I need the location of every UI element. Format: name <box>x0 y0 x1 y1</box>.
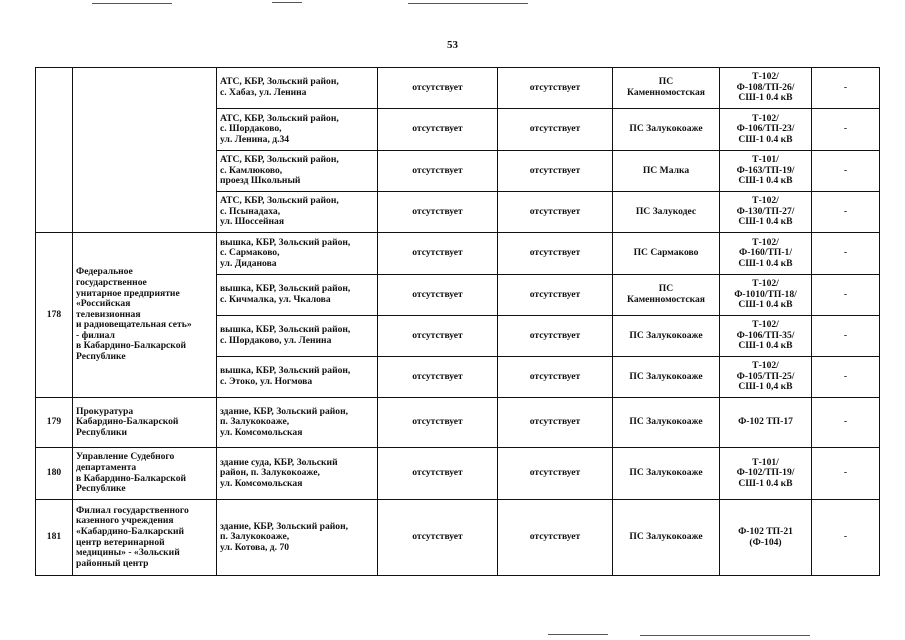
row-number-cell <box>36 68 73 233</box>
organization-cell <box>73 233 217 398</box>
feeder-line: Ф-130/ТП-27/ <box>736 205 795 217</box>
address-cell <box>217 233 378 275</box>
dash-cell: - <box>812 109 880 151</box>
dash-cell: - <box>812 448 880 500</box>
feeder-line: Ф-1010/ТП-18/ <box>734 288 797 300</box>
address-line: ул. Комсомольская <box>220 477 303 489</box>
feeder-line: Т-102/ <box>752 195 779 207</box>
status-cell: отсутствует <box>498 275 613 316</box>
status-cell: отсутствует <box>378 448 498 500</box>
address-cell <box>217 357 378 398</box>
status-cell: отсутствует <box>498 233 613 275</box>
substation-line: ПС Залукокоаже <box>629 467 703 479</box>
organization-line: Управление Судебного <box>76 451 175 463</box>
dash-cell: - <box>812 357 880 398</box>
status-cell: отсутствует <box>498 316 613 357</box>
feeder-line: Ф-102/ТП-19/ <box>736 467 795 479</box>
status-cell: отсутствует <box>378 398 498 448</box>
address-line: с. Камлюково, <box>220 164 283 176</box>
address-cell <box>217 500 378 576</box>
feeder-cell <box>720 275 812 316</box>
table-row <box>36 68 880 109</box>
feeder-cell <box>720 398 812 448</box>
substation-cell <box>613 448 720 500</box>
status-cell: отсутствует <box>378 233 498 275</box>
row-number-cell: 181 <box>36 500 73 576</box>
feeder-cell <box>720 109 812 151</box>
scan-edge-line <box>640 635 810 636</box>
address-cell <box>217 151 378 192</box>
feeder-line: Ф-106/ТП-35/ <box>736 329 795 341</box>
status-cell: отсутствует <box>498 398 613 448</box>
substation-cell <box>613 357 720 398</box>
address-line: здание суда, КБР, Зольский <box>220 456 338 468</box>
status-cell: отсутствует <box>378 275 498 316</box>
feeder-line: СШ-1 0.4 кВ <box>738 175 793 187</box>
address-line: вышка, КБР, Зольский район, <box>220 365 351 377</box>
substation-line: ПС Залукодес <box>635 205 697 217</box>
address-line: здание, КБР, Зольский район, <box>220 405 349 417</box>
address-cell <box>217 275 378 316</box>
substation-line: ПС Залукокоаже <box>629 531 703 543</box>
scan-edge-line <box>408 3 528 4</box>
organization-line: Республике <box>76 483 126 495</box>
address-line: вышка, КБР, Зольский район, <box>220 283 351 295</box>
feeder-line: Т-102/ <box>752 360 779 372</box>
address-line: вышка, КБР, Зольский район, <box>220 236 351 248</box>
status-cell: отсутствует <box>378 109 498 151</box>
dash-cell: - <box>812 500 880 576</box>
table-row <box>36 500 880 576</box>
table-row <box>36 448 880 500</box>
address-cell <box>217 398 378 448</box>
page-number: 53 <box>447 39 458 51</box>
address-line: с. Хабаз, ул. Ленина <box>220 87 307 98</box>
feeder-cell <box>720 500 812 576</box>
address-line: ул. Диданова <box>220 257 277 269</box>
feeder-line: Т-102/ <box>752 236 779 248</box>
feeder-line: Ф-105/ТП-25/ <box>736 370 795 382</box>
substation-cell <box>613 275 720 316</box>
address-line: с. Псынадаха, <box>220 205 281 217</box>
address-line: здание, КБР, Зольский район, <box>220 520 349 532</box>
address-cell <box>217 192 378 233</box>
status-cell: отсутствует <box>378 500 498 576</box>
dash-cell: - <box>812 275 880 316</box>
organization-line: «Российская <box>76 298 131 310</box>
address-cell <box>217 68 378 109</box>
organization-line: «Кабардино-Балкарский <box>76 525 185 537</box>
status-cell: отсутствует <box>378 357 498 398</box>
feeder-cell <box>720 192 812 233</box>
feeder-line: Т-102/ <box>752 319 779 331</box>
address-line: ул. Ленина, д.34 <box>220 133 290 145</box>
feeder-line: СШ-1 0.4 кВ <box>738 216 793 228</box>
feeder-cell <box>720 316 812 357</box>
organization-cell <box>73 68 217 233</box>
status-cell: отсутствует <box>498 109 613 151</box>
organization-line: государственное <box>76 276 147 288</box>
feeder-line: Ф-108/ТП-26/ <box>736 81 795 93</box>
substation-line: Каменномостская <box>626 87 705 98</box>
address-line: АТС, КБР, Зольский район, <box>220 154 339 166</box>
row-number-cell: 179 <box>36 398 73 448</box>
substation-line: ПС Залукокоаже <box>629 123 703 135</box>
table-row <box>36 233 880 275</box>
row-number-cell: 180 <box>36 448 73 500</box>
substation-cell <box>613 316 720 357</box>
organization-line: медицины» - «Зольский <box>76 547 180 559</box>
address-line: АТС, КБР, Зольский район, <box>220 76 339 88</box>
dash-cell: - <box>812 151 880 192</box>
feeder-line: СШ-1 0.4 кВ <box>738 340 793 352</box>
status-cell: отсутствует <box>378 151 498 192</box>
organization-line: казенного учреждения <box>76 515 174 527</box>
address-line: с. Кичмалка, ул. Чкалова <box>220 294 331 305</box>
organization-line: и радиовещательная сеть» <box>76 319 192 331</box>
address-cell <box>217 448 378 500</box>
status-cell: отсутствует <box>498 357 613 398</box>
feeder-line: Т-102/ <box>752 278 779 290</box>
substation-line: Каменномостская <box>626 294 705 305</box>
feeder-cell <box>720 233 812 275</box>
address-line: вышка, КБР, Зольский район, <box>220 324 351 336</box>
feeder-line: СШ-1 0.4 кВ <box>738 477 793 489</box>
feeder-line: Ф-102 ТП-21 <box>738 525 793 537</box>
address-line: район, п. Залукокоаже, <box>220 467 320 479</box>
address-line: АТС, КБР, Зольский район, <box>220 195 339 207</box>
substation-line: ПС <box>658 283 674 295</box>
feeder-line: Т-101/ <box>752 456 779 468</box>
feeder-line: Ф-102 ТП-17 <box>738 416 793 428</box>
substation-cell <box>613 109 720 151</box>
substation-cell <box>613 398 720 448</box>
organization-line: Федеральное <box>76 266 133 278</box>
feeder-cell <box>720 151 812 192</box>
address-line: с. Шордаково, <box>220 123 282 135</box>
address-line: проезд Школьный <box>220 175 301 187</box>
feeder-line: Ф-163/ТП-19/ <box>736 164 795 176</box>
organization-line: Республики <box>76 426 128 438</box>
status-cell: отсутствует <box>498 500 613 576</box>
address-line: АТС, КБР, Зольский район, <box>220 112 339 124</box>
organization-line: телевизионная <box>76 308 141 320</box>
organization-line: - филиал <box>76 329 115 341</box>
status-cell: отсутствует <box>498 151 613 192</box>
organization-cell <box>73 398 217 448</box>
organization-line: Филиал государственного <box>76 504 189 516</box>
organization-line: Республике <box>76 351 126 363</box>
feeder-line: СШ-1 0.4 кВ <box>738 299 793 311</box>
organization-cell <box>73 500 217 576</box>
feeder-line: Т-102/ <box>752 112 779 124</box>
substation-cell <box>613 500 720 576</box>
organization-line: Прокуратура <box>76 405 134 417</box>
address-cell <box>217 316 378 357</box>
substation-line: ПС <box>658 76 674 88</box>
dash-cell: - <box>812 398 880 448</box>
scan-edge-line <box>92 3 172 4</box>
feeder-line: СШ-1 0.4 кВ <box>738 257 793 269</box>
table-row <box>36 398 880 448</box>
feeder-line: СШ-1 0.4 кВ <box>738 92 793 104</box>
dash-cell: - <box>812 68 880 109</box>
address-cell <box>217 109 378 151</box>
organization-cell <box>73 448 217 500</box>
address-line: с. Сармаково, <box>220 247 280 259</box>
organization-line: департамента <box>76 461 137 473</box>
feeder-line: Т-102/ <box>752 71 779 83</box>
data-table <box>35 67 880 576</box>
substation-line: ПС Залукокоаже <box>629 370 703 382</box>
feeder-cell <box>720 448 812 500</box>
address-line: п. Залукокоаже, <box>220 416 290 428</box>
feeder-line: Ф-106/ТП-23/ <box>736 123 795 135</box>
organization-line: унитарное предприятие <box>76 287 180 299</box>
address-line: п. Залукокоаже, <box>220 531 290 543</box>
status-cell: отсутствует <box>378 192 498 233</box>
address-line: с. Этоко, ул. Ногмова <box>220 376 313 387</box>
status-cell: отсутствует <box>498 448 613 500</box>
feeder-cell <box>720 68 812 109</box>
substation-line: ПС Малка <box>642 164 690 176</box>
feeder-line: Ф-160/ТП-1/ <box>738 247 792 259</box>
feeder-cell <box>720 357 812 398</box>
dash-cell: - <box>812 316 880 357</box>
substation-cell <box>613 68 720 109</box>
organization-line: районный центр <box>76 557 149 569</box>
substation-line: ПС Сармаково <box>633 247 699 259</box>
status-cell: отсутствует <box>378 68 498 109</box>
dash-cell: - <box>812 192 880 233</box>
substation-cell <box>613 151 720 192</box>
substation-line: ПС Залукокоаже <box>629 416 703 428</box>
address-line: с. Шордаково, ул. Ленина <box>220 335 332 346</box>
substation-cell <box>613 233 720 275</box>
feeder-line: СШ-1 0,4 кВ <box>738 381 793 393</box>
address-line: ул. Комсомольская <box>220 426 303 438</box>
feeder-line: (Ф-104) <box>749 536 782 548</box>
organization-line: в Кабардино-Балкарской <box>76 472 187 484</box>
substation-cell <box>613 192 720 233</box>
status-cell: отсутствует <box>498 192 613 233</box>
scan-edge-line <box>548 634 608 635</box>
address-line: ул. Шоссейная <box>220 216 285 228</box>
address-line: ул. Котова, д. 70 <box>220 541 290 553</box>
status-cell: отсутствует <box>378 316 498 357</box>
dash-cell: - <box>812 233 880 275</box>
substation-line: ПС Залукокоаже <box>629 329 703 341</box>
scan-edge-line <box>272 2 302 3</box>
feeder-line: СШ-1 0.4 кВ <box>738 133 793 145</box>
organization-line: в Кабардино-Балкарской <box>76 340 187 352</box>
organization-line: центр ветеринарной <box>76 536 165 548</box>
row-number-cell: 178 <box>36 233 73 398</box>
feeder-line: Т-101/ <box>752 154 779 166</box>
status-cell: отсутствует <box>498 68 613 109</box>
organization-line: Кабардино-Балкарской <box>76 416 179 428</box>
